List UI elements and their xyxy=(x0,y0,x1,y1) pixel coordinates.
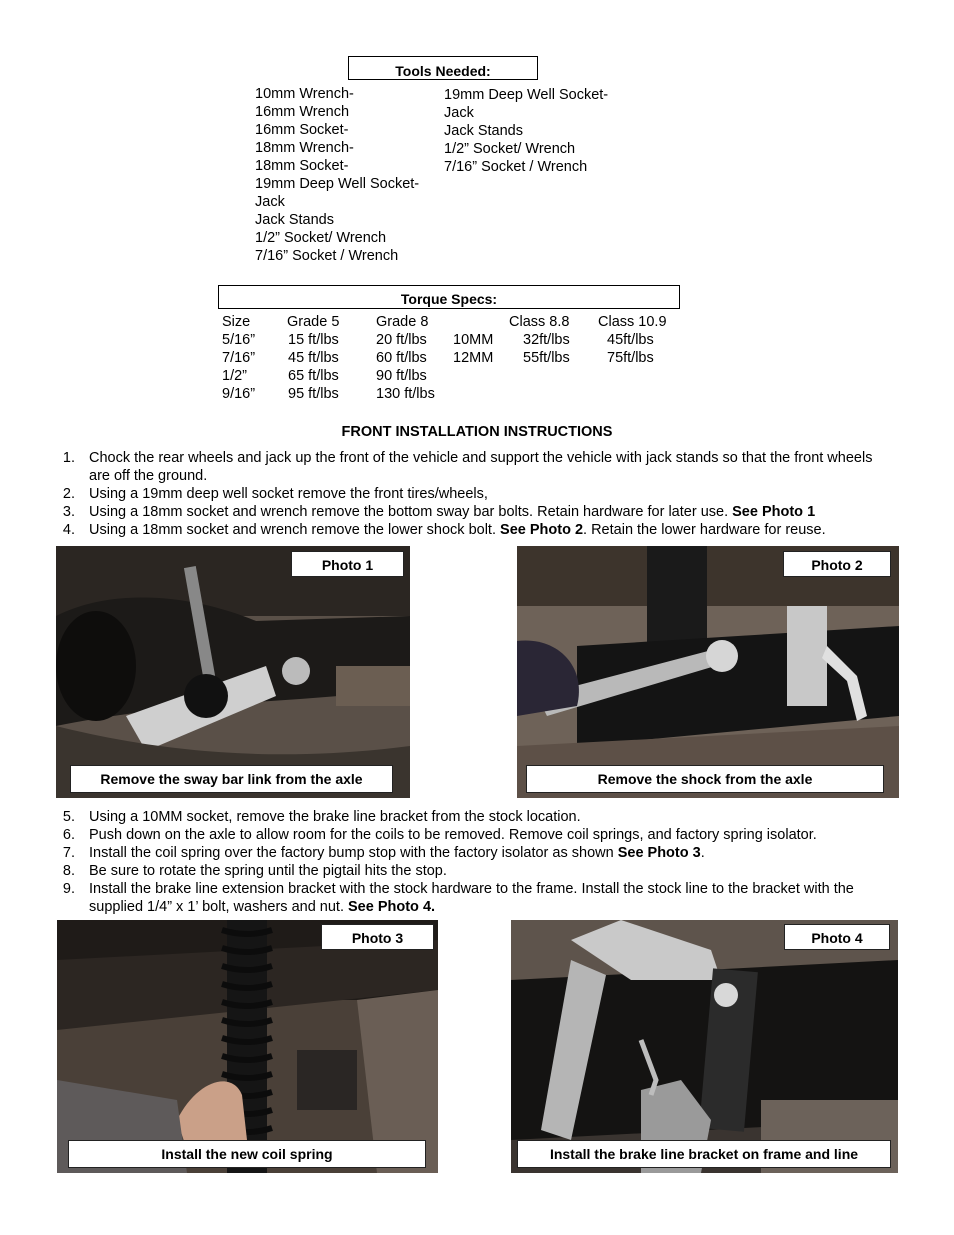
torque-col-header: Class 10.9 xyxy=(598,314,667,330)
torque-cell: 12MM xyxy=(453,350,494,366)
step-text: Install the coil spring over the factory bump stop with the factory isolator as shown xyxy=(89,845,618,861)
instruction-steps-a xyxy=(57,449,897,539)
torque-col-header: Grade 5 xyxy=(287,314,340,330)
step-number: 1. xyxy=(62,450,75,466)
torque-cell: 32ft/lbs xyxy=(523,332,570,348)
photo-reference: See Photo 4. xyxy=(348,899,436,915)
torque-cell: 20 ft/lbs xyxy=(376,332,427,348)
tool-item: 19mm Deep Well Socket- xyxy=(255,176,420,192)
step-number: 4. xyxy=(62,522,75,538)
instruction-step xyxy=(57,449,897,485)
photo-4-brake-line-bracket xyxy=(511,920,898,1173)
instruction-step xyxy=(57,485,897,503)
step-number: 9. xyxy=(62,881,75,897)
instruction-step xyxy=(57,880,897,916)
tool-item: Jack Stands xyxy=(444,123,523,139)
tools-list-right xyxy=(444,86,608,176)
tool-item: Jack xyxy=(255,194,285,210)
photo-reference: See Photo 2 xyxy=(500,522,584,538)
tool-item: 1/2” Socket/ Wrench xyxy=(444,141,576,157)
photo-reference: See Photo 1 xyxy=(732,504,816,520)
step-number: 6. xyxy=(62,827,75,843)
torque-cell: 45 ft/lbs xyxy=(288,350,339,366)
photo-1-sway-bar-link xyxy=(56,546,410,798)
step-number: 8. xyxy=(62,863,75,879)
step-text: Using a 18mm socket and wrench remove the bottom sway bar bolts. Retain hardware for later use. xyxy=(89,504,733,520)
photo-reference: See Photo 3 xyxy=(617,845,701,861)
torque-cell: 10MM xyxy=(453,332,494,348)
step-number: 2. xyxy=(62,486,75,502)
step-number: 3. xyxy=(62,504,75,520)
instruction-step xyxy=(57,826,897,844)
instruction-step xyxy=(57,844,897,862)
tool-item: 19mm Deep Well Socket- xyxy=(444,87,609,103)
tool-item: 16mm Socket- xyxy=(255,122,349,138)
torque-specs-header: Torque Specs: xyxy=(218,285,680,309)
photo-label: Photo 2 xyxy=(783,551,891,577)
instruction-step xyxy=(57,808,897,826)
torque-cell: 1/2” xyxy=(222,368,247,384)
photo-label: Photo 1 xyxy=(291,551,404,577)
step-text: Push down on the axle to allow room for the coils to be removed. Remove coil springs, and factory spring isolator. xyxy=(89,827,817,843)
torque-cell: 7/16” xyxy=(222,350,256,366)
instruction-steps-b xyxy=(57,808,897,916)
tool-item: 18mm Wrench- xyxy=(255,140,354,156)
step-text: Be sure to rotate the spring until the pigtail hits the stop. xyxy=(89,863,447,879)
torque-col-header: Size xyxy=(222,314,251,330)
torque-col-header: Grade 8 xyxy=(376,314,429,330)
torque-cell: 5/16” xyxy=(222,332,256,348)
photo-caption: Install the brake line bracket on frame and line xyxy=(517,1140,891,1168)
step-number: 7. xyxy=(62,845,75,861)
step-text-tail: . Retain the lower hardware for reuse. xyxy=(583,522,826,538)
torque-cell: 15 ft/lbs xyxy=(288,332,339,348)
tool-item: 16mm Wrench xyxy=(255,104,350,120)
tool-item: 1/2” Socket/ Wrench xyxy=(255,230,387,246)
instruction-step xyxy=(57,503,897,521)
tools-needed-header: Tools Needed: xyxy=(348,56,538,80)
instruction-step xyxy=(57,521,897,539)
step-text: Install the brake line extension bracket with the stock hardware to the frame. Install the stock line to the bracket with the supplied 1/4” x 1’ bolt, washers and nut. xyxy=(89,881,854,915)
torque-cell: 55ft/lbs xyxy=(523,350,570,366)
tool-item: 10mm Wrench- xyxy=(255,86,354,102)
photo-caption: Remove the sway bar link from the axle xyxy=(70,765,393,793)
step-number: 5. xyxy=(62,809,75,825)
photo-caption: Remove the shock from the axle xyxy=(526,765,884,793)
photo-4-image xyxy=(511,920,898,1173)
tool-item: Jack xyxy=(444,105,474,121)
tool-item: 18mm Socket- xyxy=(255,158,349,174)
torque-cell: 95 ft/lbs xyxy=(288,386,339,402)
step-text: Using a 10MM socket, remove the brake line bracket from the stock location. xyxy=(89,809,581,825)
torque-cell: 60 ft/lbs xyxy=(376,350,427,366)
section-title: FRONT INSTALLATION INSTRUCTIONS xyxy=(341,424,613,440)
torque-cell: 130 ft/lbs xyxy=(376,386,435,402)
step-text: Using a 19mm deep well socket remove the front tires/wheels, xyxy=(89,486,488,502)
tool-item: 7/16” Socket / Wrench xyxy=(444,159,588,175)
tools-list-left xyxy=(255,85,419,265)
instruction-step xyxy=(57,862,897,880)
photo-2-image xyxy=(517,546,899,798)
torque-cell: 45ft/lbs xyxy=(607,332,654,348)
torque-col-header: Class 8.8 xyxy=(509,314,570,330)
tool-item: 7/16” Socket / Wrench xyxy=(255,248,399,264)
photo-label: Photo 4 xyxy=(784,924,890,950)
step-text: Using a 18mm socket and wrench remove the lower shock bolt. xyxy=(89,522,501,538)
photo-caption: Install the new coil spring xyxy=(68,1140,426,1168)
step-text-tail: . xyxy=(700,845,705,861)
step-text: Chock the rear wheels and jack up the front of the vehicle and support the vehicle with jack stands so that the front wheels are off the ground. xyxy=(89,450,873,484)
photo-1-image xyxy=(56,546,410,798)
torque-cell: 9/16” xyxy=(222,386,256,402)
photo-3-coil-spring xyxy=(57,920,438,1173)
tool-item: Jack Stands xyxy=(255,212,334,228)
photo-2-shock xyxy=(517,546,899,798)
torque-cell: 65 ft/lbs xyxy=(288,368,339,384)
torque-cell: 75ft/lbs xyxy=(607,350,654,366)
torque-cell: 90 ft/lbs xyxy=(376,368,427,384)
photo-label: Photo 3 xyxy=(321,924,434,950)
photo-3-image xyxy=(57,920,438,1173)
